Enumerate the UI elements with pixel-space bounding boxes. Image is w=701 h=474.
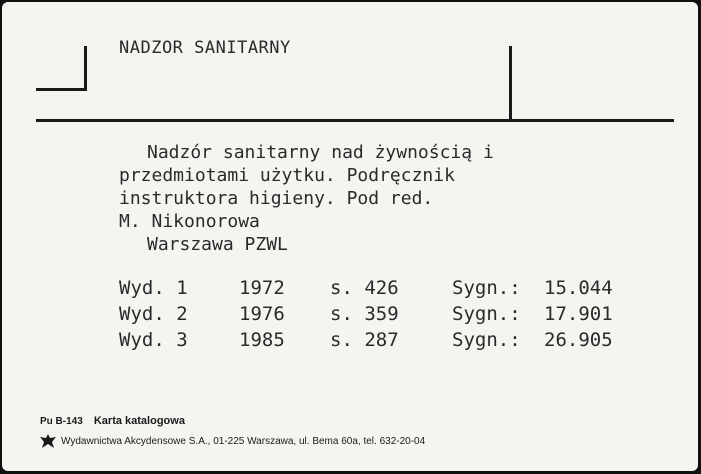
edition-pages: s. 426 [330,277,399,299]
header-divider-vertical [509,46,512,121]
edition-sygn: 17.901 [544,303,613,325]
edition-sygn-label: Sygn.: [452,329,521,351]
editor-line: M. Nikonorowa [119,211,260,232]
edition-sygn-label: Sygn.: [452,303,521,325]
edition-sygn-label: Sygn.: [452,277,521,299]
title-line-1: Nadzór sanitarny nad żywnością i [147,142,494,163]
publisher-footer [40,434,425,448]
edition-sygn: 26.905 [544,329,613,351]
edition-year: 1985 [239,329,285,351]
form-title: Karta katalogowa [93,415,185,427]
edition-year: 1976 [239,303,285,325]
corner-mark-horizontal [36,88,87,91]
title-line-2: przedmiotami użytku. Podręcznik [119,165,455,186]
imprint-line: Warszawa PZWL [147,234,288,255]
catalog-card [2,2,698,471]
header-divider-horizontal [36,119,674,122]
form-code: Pu B-143 [40,416,83,427]
edition-label: Wyd. 1 [119,277,188,299]
card-heading: NADZOR SANITARNY [119,38,291,58]
title-line-3: instruktora higieny. Pod red. [119,188,434,209]
edition-sygn: 15.044 [544,277,613,299]
edition-pages: s. 287 [330,329,399,351]
form-footer [40,415,185,427]
edition-year: 1972 [239,277,285,299]
edition-label: Wyd. 2 [119,303,188,325]
corner-mark-vertical [84,46,87,90]
edition-label: Wyd. 3 [119,329,188,351]
publisher-logo-icon [40,434,56,448]
edition-pages: s. 359 [330,303,399,325]
publisher-line: Wydawnictwa Akcydensowe S.A., 01-225 Warszawa, ul. Bema 60a, tel. 632-20-04 [61,435,426,447]
